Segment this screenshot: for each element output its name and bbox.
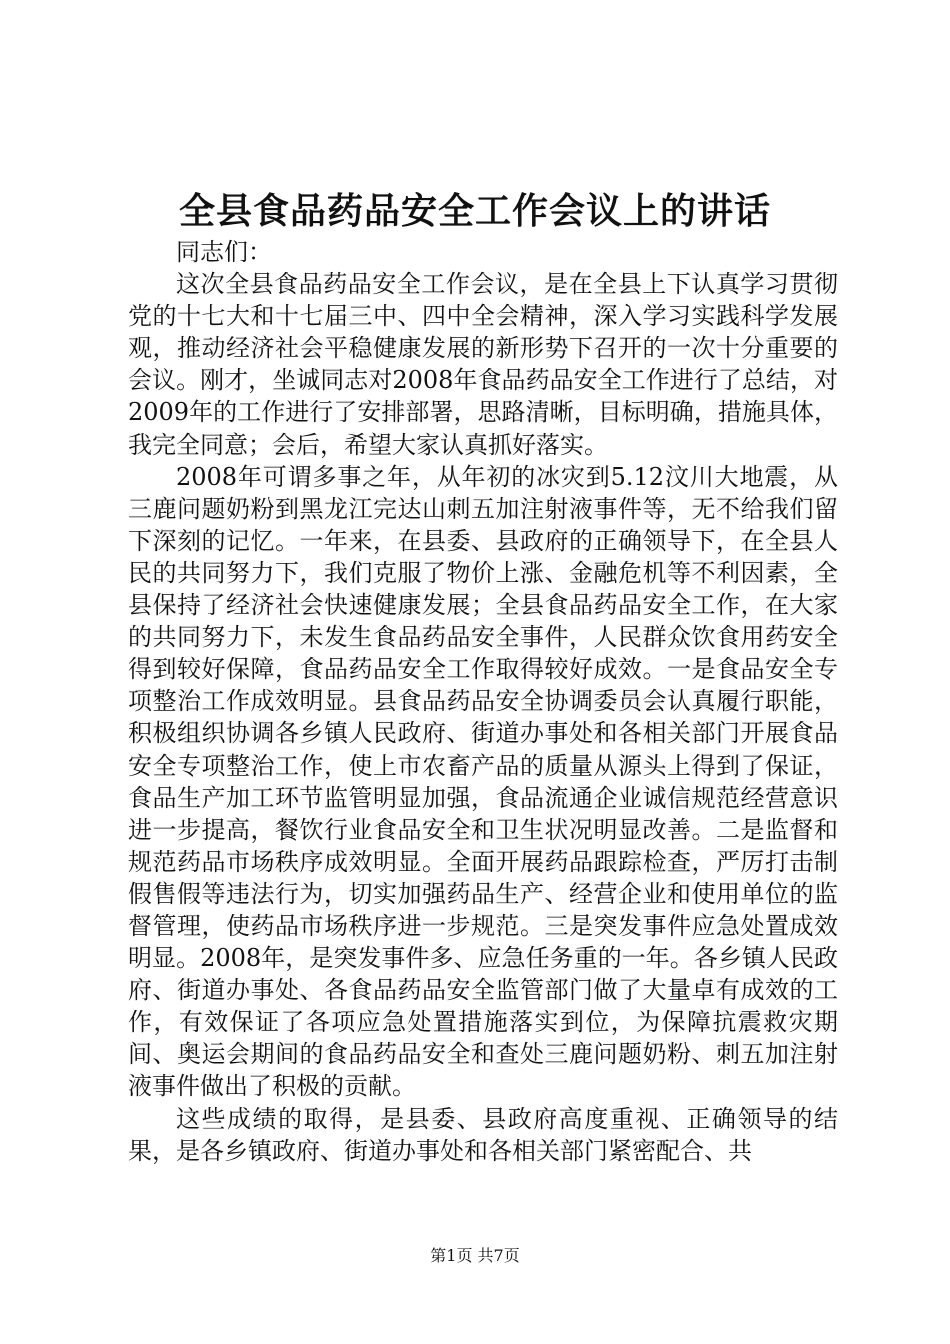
salutation: 同志们：: [176, 238, 272, 266]
paragraph-2: 2008年可谓多事之年，从年初的冰灾到5.12汶川大地震，从三鹿问题奶粉到黑龙江完达山刺五加注射液事件等，无不给我们留下深刻的记忆。一年来，在县委、县政府的正确领导下，在全县人民的共同努力下，我们克服了物价上涨、金融危机等不利因素，全县保持了经济社会快速健康发展；全县食品药品安全工作，在大家的共同努力下，未发生食品药品安全事件，人民群众饮食用药安全得到较好保障，食品药品安全工作取得较好成效。一是食品安全专项整治工作成效明显。县食品药品安全协调委员会认真履行职能，积极组织协调各乡镇人民政府、街道办事处和各相关部门开展食品安全专项整治工作，使上市农畜产品的质量从源头上得到了保证，食品生产加工环节监管明显加强，食品流通企业诚信规范经营意识进一步提高，餐饮行业食品安全和卫生状况明显改善。二是监督和规范药品市场秩序成效明显。全面开展药品跟踪检查，严厉打击制假售假等违法行为，切实加强药品生产、经营企业和使用单位的监督管理，使药品市场秩序进一步规范。三是突发事件应急处置成效明显。2008年，是突发事件多、应急任务重的一年。各乡镇人民政府、街道办事处、各食品药品安全监管部门做了大量卓有成效的工作，有效保证了各项应急处置措施落实到位，为保障抗震救灾期间、奥运会期间的食品药品安全和查处三鹿问题奶粉、刺五加注射液事件做出了积极的贡献。: [128, 462, 838, 1101]
page-number-footer: 第1页 共7页: [430, 1246, 520, 1265]
document-title: 全县食品药品安全工作会议上的讲话: [178, 190, 771, 232]
document-body: [128, 236, 838, 1167]
paragraph-3: 这些成绩的取得，是县委、县政府高度重视、正确领导的结果，是各乡镇政府、街道办事处和各相关部门紧密配合、共: [128, 1104, 838, 1165]
paragraph-1: 这次全县食品药品安全工作会议，是在全县上下认真学习贯彻党的十七大和十七届三中、四中全会精神，深入学习实践科学发展观，推动经济社会平稳健康发展的新形势下召开的一次十分重要的会议。刚才，坐诚同志对2008年食品药品安全工作进行了总结，对2009年的工作进行了安排部署，思路清晰，目标明确，措施具体，我完全同意；会后，希望大家认真抓好落实。: [128, 270, 838, 459]
